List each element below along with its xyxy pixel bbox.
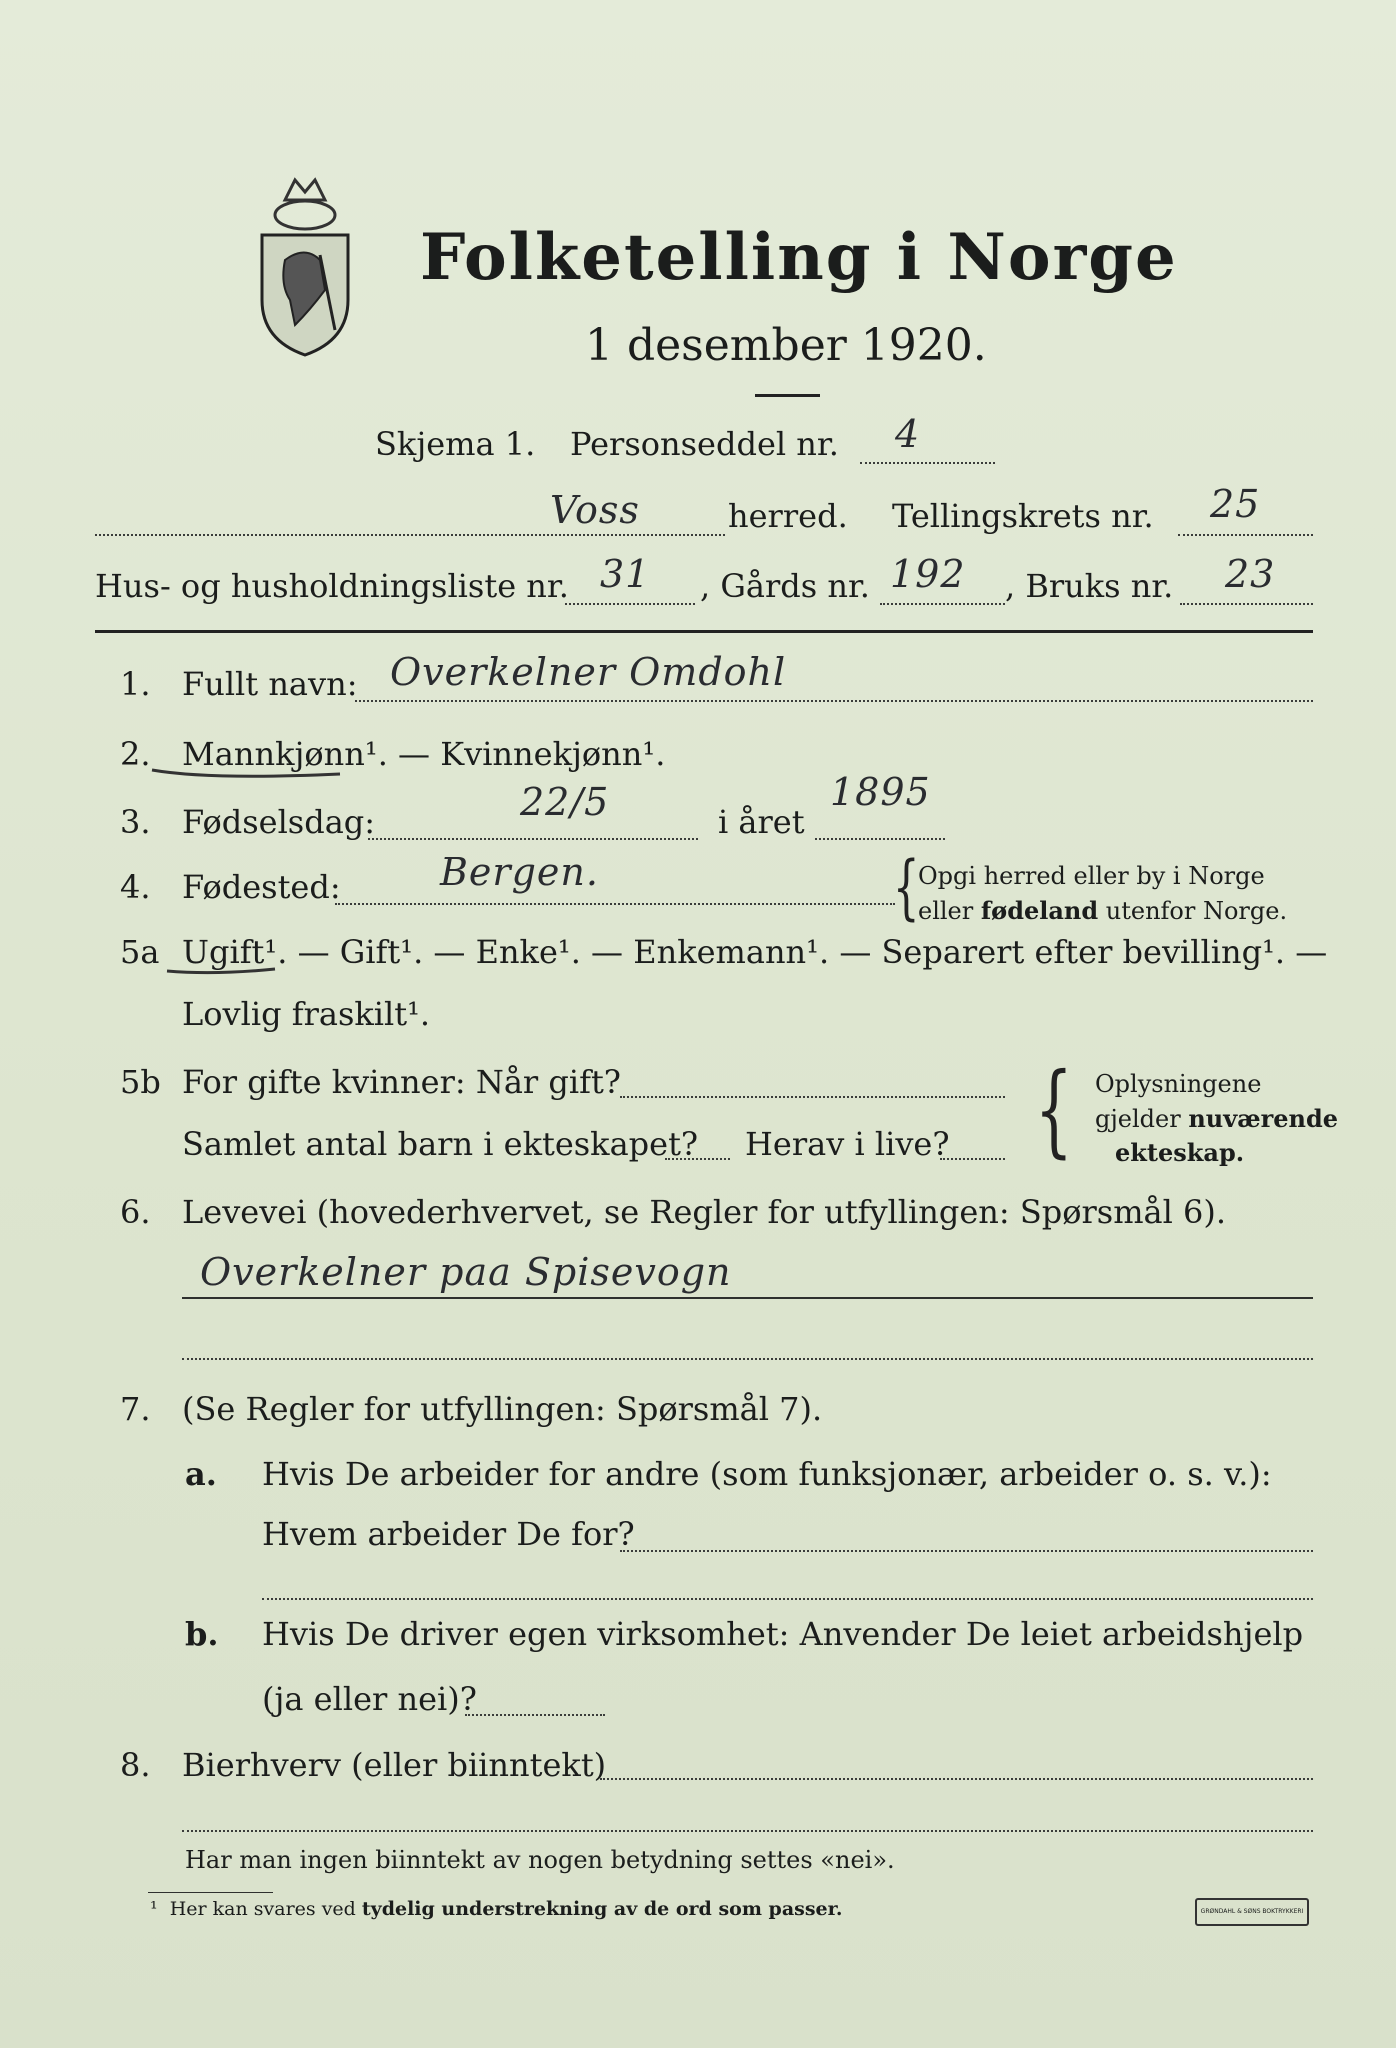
personseddel-value[interactable]: 4 bbox=[895, 412, 921, 456]
q3-number: 3. bbox=[120, 803, 151, 841]
q7a-label: a. bbox=[185, 1455, 217, 1493]
q4-note-line1: Opgi herred eller by i Norge bbox=[918, 862, 1265, 890]
q3-label: Fødselsdag: bbox=[182, 803, 376, 841]
footnote bbox=[150, 1898, 843, 1920]
birthdate-value[interactable]: 22/5 bbox=[520, 780, 610, 824]
gards-value[interactable]: 192 bbox=[890, 552, 966, 596]
q4-note2-bold: fødeland bbox=[980, 896, 1099, 925]
herred-value[interactable]: Voss bbox=[550, 488, 640, 532]
marital-options: Ugift¹. — Gift¹. — Enke¹. — Enkemann¹. — Separert efter bevilling¹. — bbox=[182, 933, 1328, 971]
q5b-brace: { bbox=[1034, 1051, 1073, 1168]
birthplace-value[interactable]: Bergen. bbox=[440, 850, 599, 894]
q2-number: 2. bbox=[120, 735, 151, 773]
birth-year-value[interactable]: 1895 bbox=[830, 770, 931, 814]
full-name-value[interactable]: Overkelner Omdohl bbox=[390, 650, 787, 694]
gards-dotline bbox=[880, 603, 1005, 605]
mannkjonn-underline bbox=[150, 766, 350, 780]
section-rule bbox=[95, 630, 1313, 633]
herred-label: herred. bbox=[728, 497, 848, 535]
hus-value[interactable]: 31 bbox=[600, 552, 651, 596]
q7b-text: Hvis De driver egen virksomhet: Anvender De leiet arbeidshjelp bbox=[262, 1615, 1304, 1653]
personseddel-dotline bbox=[860, 462, 995, 464]
q7a-question: Hvem arbeider De for? bbox=[262, 1515, 635, 1553]
q5b-line1: For gifte kvinner: Når gift? bbox=[182, 1063, 621, 1101]
printer-stamp bbox=[1195, 1898, 1309, 1926]
q5b-note2 bbox=[1095, 1104, 1338, 1133]
footnote-bold: tydelig understrekning av de ord som passer. bbox=[361, 1898, 843, 1920]
q7b-question: (ja eller nei)? bbox=[262, 1680, 477, 1718]
q7b-label: b. bbox=[185, 1615, 219, 1653]
q5a-number: 5a bbox=[120, 933, 160, 971]
ugift-underline bbox=[165, 965, 285, 977]
form-title: Folketelling i Norge bbox=[420, 220, 1178, 295]
footnote-pre: Her kan svares ved bbox=[169, 1898, 362, 1920]
tellingskrets-label: Tellingskrets nr. bbox=[892, 497, 1154, 535]
q6-text: Levevei (hovederhvervet, se Regler for utfyllingen: Spørsmål 6). bbox=[182, 1193, 1227, 1231]
q5b-note1: Oplysningene bbox=[1095, 1070, 1262, 1098]
skjema-label: Skjema 1. bbox=[375, 425, 536, 463]
title-divider bbox=[755, 394, 820, 397]
q8-text: Bierhverv (eller biinntekt) bbox=[182, 1746, 607, 1784]
q5b-note3: ekteskap. bbox=[1115, 1138, 1245, 1167]
live-dotline bbox=[940, 1158, 1005, 1160]
bruks-label: , Bruks nr. bbox=[1005, 567, 1174, 605]
q7a-dotline bbox=[620, 1550, 1313, 1552]
bruks-value[interactable]: 23 bbox=[1225, 552, 1276, 596]
form-date: 1 desember 1920. bbox=[585, 320, 987, 371]
q5b-line2a: Samlet antal barn i ekteskapet? bbox=[182, 1125, 699, 1163]
q7b-dotline bbox=[465, 1714, 605, 1716]
nar-gift-dotline bbox=[620, 1096, 1005, 1098]
q7-text: (Se Regler for utfyllingen: Spørsmål 7). bbox=[182, 1390, 823, 1428]
q5b-note2-pre: gjelder bbox=[1095, 1105, 1189, 1133]
q1-label: Fullt navn: bbox=[182, 665, 358, 703]
q6-number: 6. bbox=[120, 1193, 151, 1231]
barn-dotline bbox=[665, 1158, 730, 1160]
q5b-number: 5b bbox=[120, 1063, 161, 1101]
hus-dotline bbox=[565, 603, 695, 605]
tellingskrets-dotline bbox=[1178, 534, 1313, 536]
marital-options-line2: Lovlig fraskilt¹. bbox=[182, 995, 431, 1033]
herred-dotline bbox=[95, 534, 725, 536]
q6-line2 bbox=[182, 1358, 1313, 1360]
q7-number: 7. bbox=[120, 1390, 151, 1428]
bruks-dotline bbox=[1180, 603, 1313, 605]
q6-line1 bbox=[182, 1297, 1313, 1299]
q8-dotline bbox=[600, 1778, 1313, 1780]
tellingskrets-value[interactable]: 25 bbox=[1210, 482, 1261, 526]
coat-of-arms-icon bbox=[250, 160, 360, 360]
gender-options: Mannkjønn¹. — Kvinnekjønn¹. bbox=[182, 735, 666, 773]
footnote-mark: ¹ bbox=[150, 1898, 158, 1920]
q8-dotline2 bbox=[182, 1830, 1313, 1832]
q4-note2-pre: eller bbox=[918, 897, 981, 925]
q4-number: 4. bbox=[120, 868, 151, 906]
q4-label: Fødested: bbox=[182, 868, 341, 906]
year-label: i året bbox=[718, 803, 805, 841]
personseddel-label: Personseddel nr. bbox=[570, 425, 839, 463]
q1-number: 1. bbox=[120, 665, 151, 703]
occupation-value[interactable]: Overkelner paa Spisevogn bbox=[200, 1250, 732, 1294]
q1-dotline bbox=[355, 700, 1313, 702]
footer-note: Har man ingen biinntekt av nogen betydning settes «nei». bbox=[185, 1846, 895, 1874]
q5b-note2-bold: nuværende bbox=[1188, 1104, 1339, 1133]
q4-note2-post: utenfor Norge. bbox=[1098, 897, 1288, 925]
gards-label: , Gårds nr. bbox=[700, 567, 870, 605]
year-dotline bbox=[815, 838, 945, 840]
q4-dotline bbox=[335, 903, 895, 905]
printer-stamp-text: GRØNDAHL & SØNS BOKTRYKKERI bbox=[1200, 1908, 1304, 1915]
q7a-dotline2 bbox=[262, 1598, 1313, 1600]
q7a-text: Hvis De arbeider for andre (som funksjonær, arbeider o. s. v.): bbox=[262, 1455, 1272, 1493]
q4-note-line2 bbox=[918, 896, 1287, 925]
hus-label: Hus- og husholdningsliste nr. bbox=[95, 567, 569, 605]
q3-dotline bbox=[368, 838, 698, 840]
q8-number: 8. bbox=[120, 1746, 151, 1784]
q5b-line2b: Herav i live? bbox=[745, 1125, 950, 1163]
q4-brace: { bbox=[892, 846, 920, 928]
footnote-rule bbox=[148, 1892, 273, 1893]
